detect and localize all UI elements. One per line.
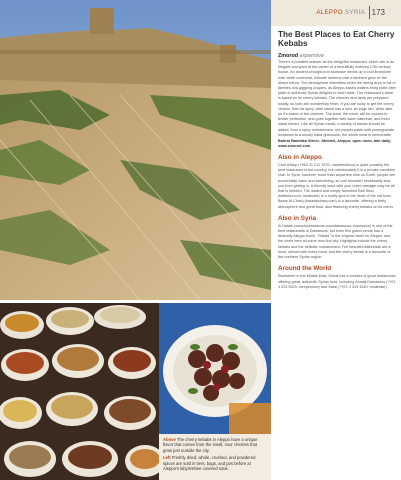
header-divider xyxy=(369,6,370,19)
featured-restaurant-text: There's a possible answer as the delightful restaurant, which sits in an elegant courtyard at the center of a beautifully restored 17th-century house. An ancient wrought-iron staircase climbs up a cool limestone wall, while overhead, intricate lanterns cast a lambent glow on the diners below. The atmosphere intensifies when the dining area is full of families and giggling couples, as Aleppo-based waiters bring plate after plate of authentic Syrian delights to each table. The restaurant's fame is based on its cherry kebabs. The cherries and lamb are prepared locally, so both are wonderfully fresh. If you are lucky to get the cherry version, then its spicy, dark sauce has a sour an edge tart, while later on it's sweet of the cherries. The lamb, the meat, will be cooked to tender perfection, and goes together with warm flatbread, and fresh salad leaves. Like all Syrian meals, a variety of dishes should be added, from a spicy muhammara, red pepper paste with pomegranate molasses to a smoky baba ghanoush, the whole meal is memorable. xyxy=(278,60,396,137)
citadel-photo xyxy=(0,0,271,300)
featured-restaurant-heading xyxy=(278,53,396,59)
cherry-kebab-illustration xyxy=(159,303,271,434)
article-title: The Best Places to Eat Cherry Kebabs xyxy=(278,30,395,48)
also-syria-heading: Also in Syria xyxy=(278,214,317,222)
also-aleppo-heading: Also in Aleppo xyxy=(278,154,322,162)
featured-restaurant-address: Bahrat Bandaka Street, Jdeideh, Aleppo; open noon–late daily; www.zmorod.com xyxy=(278,139,392,149)
around-world-heading: Around the World xyxy=(278,265,332,273)
caption-above-text: The cherry kebabs in Aleppo have a unique flavor that comes from the small, sour cherries that grow just outside the city. xyxy=(163,437,258,453)
featured-restaurant-price: expensive xyxy=(299,53,324,59)
caption-left-text: Freshly dried, whole, crushed, and powdered spices are sold in tiers, bags, and jars before at Aleppo's labyrinthine covered souk. xyxy=(163,455,256,472)
article-column xyxy=(271,0,401,480)
running-header xyxy=(271,0,401,26)
also-aleppo-text: Club d'Alep (+963 21 211 7070; unpretentious) is quite possibly the best restaurant in the country, but unfortunately it is a private members club. In Syria, however, more than anywhere else on Earth, people are proverbially warm and welcoming, so one shouldn't necessarily stop you from getting in. A friendly word with your hotel manager may be all that is needed. The walled and simply furnished Beit Sissi (beitsissi.com; moderate) is a lovely spot in the heart of the old town. Bazar Al-Charq (bazaralcharq.com) is a favourite, offering a lively atmosphere and great food, also featuring cherry kebabs on its menu. xyxy=(278,163,396,209)
caption-above-label: Above xyxy=(163,437,176,442)
article-body xyxy=(278,30,396,290)
spice-sacks-photo xyxy=(0,303,159,480)
caption-above xyxy=(163,437,267,453)
caption-left-label: Left xyxy=(163,455,171,461)
header-country: SYRIA xyxy=(344,9,365,16)
citadel-illustration xyxy=(0,0,271,300)
caption-left xyxy=(163,455,267,471)
page-number: 173 xyxy=(371,8,385,17)
featured-restaurant-name: Zmorod xyxy=(278,53,299,59)
around-world-text: Elsewhere in the Middle East, Dubai has a number of good restaurants offering great, authentic Syrian food, including Amwaj Damascus (+971 4 223 9823; inexpensive) and Sarai (+971 4 315 4440; moderate). xyxy=(278,274,396,289)
cherry-kebab-photo xyxy=(159,303,271,434)
photo-captions xyxy=(159,434,271,480)
spice-sacks-illustration xyxy=(0,303,159,480)
header-section: ALEPPO xyxy=(316,9,343,16)
running-header-location xyxy=(316,9,365,16)
also-syria-text: Al Halabi (www.fourseasons.com/damascus; expensive) is one of the best restaurants in Damascus, but even this grand venue has a distinctly Aleppo touch. "Halabi" is the original name for Aleppo, and the chefs here all come from the city. Highlights include the cherry kebabs and the delicate muhammara. The beautiful flatbreads are a must, served with every meal, and the cherry kebab is a favourite of the northern Syrian region. xyxy=(278,223,393,260)
